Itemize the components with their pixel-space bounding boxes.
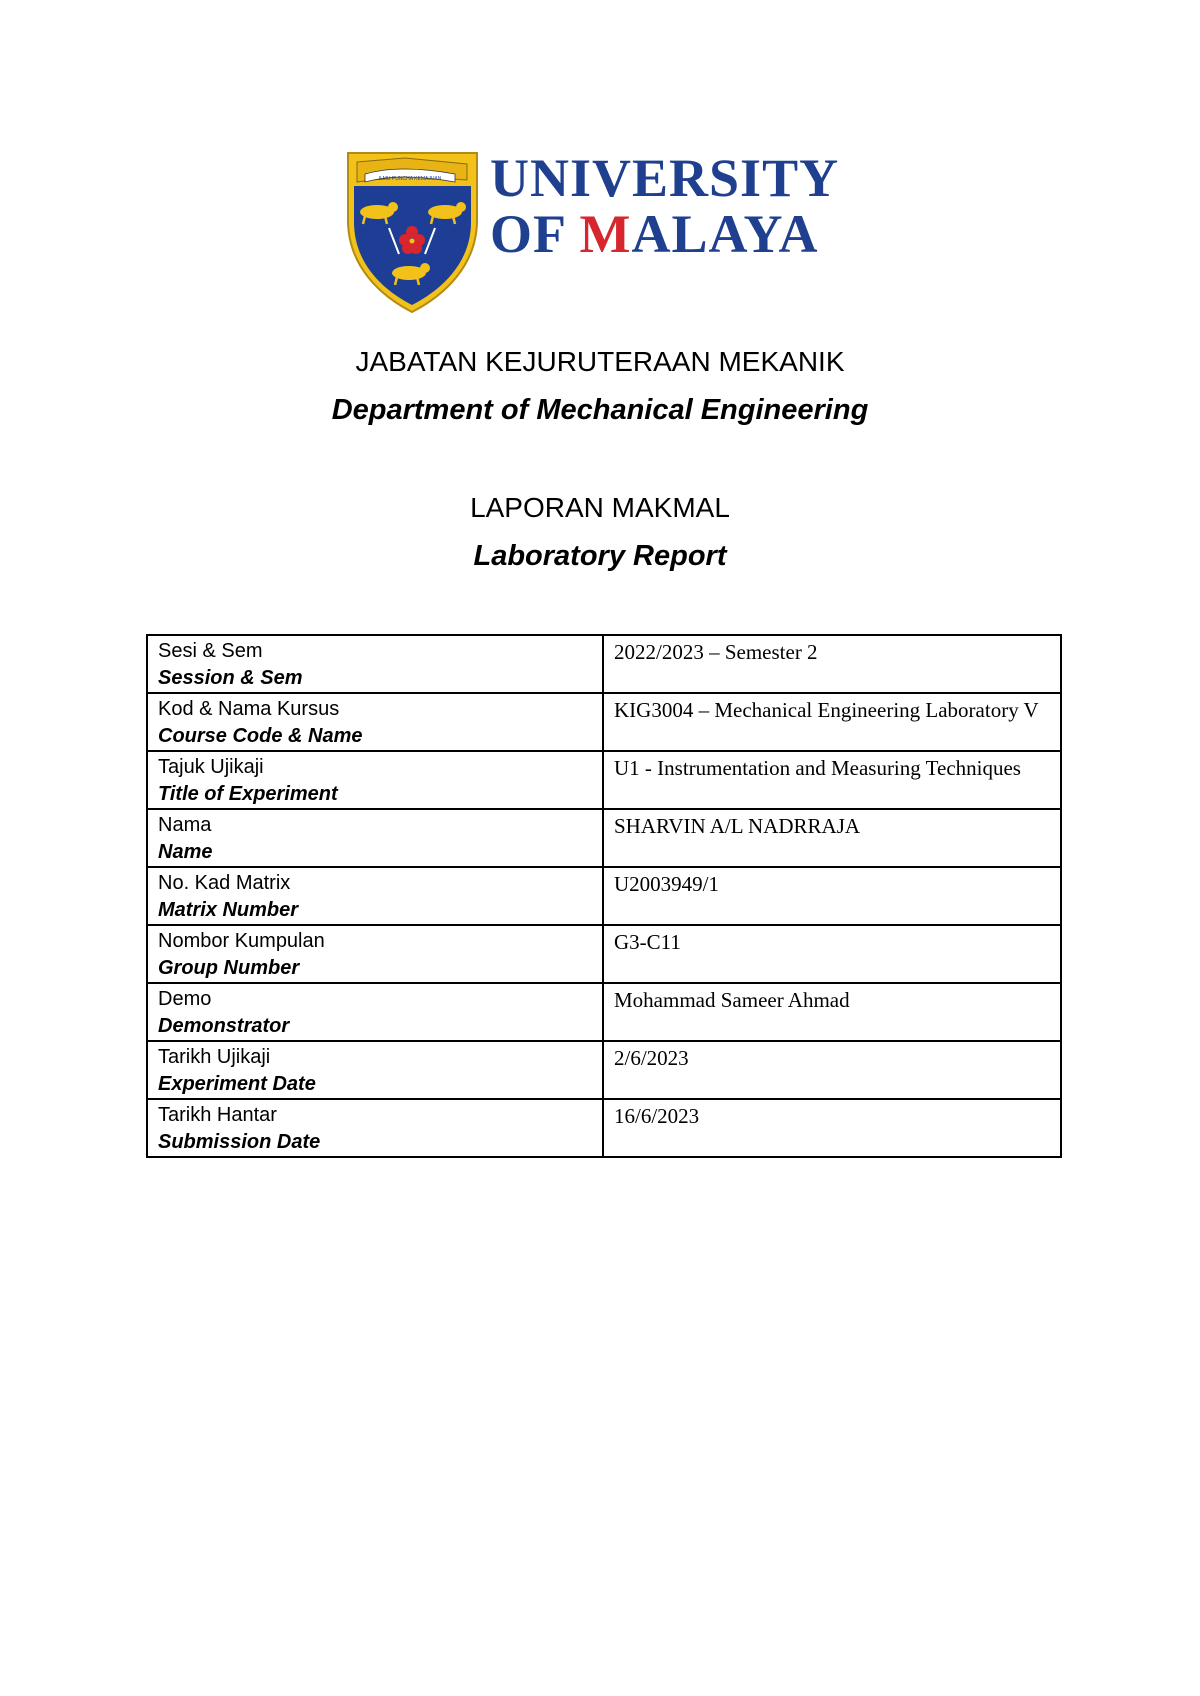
label-malay: Kod & Nama Kursus <box>158 698 340 720</box>
table-row <box>147 635 1061 693</box>
label-english: Submission Date <box>158 1131 321 1153</box>
label-malay: Nama <box>158 814 212 836</box>
row-value: SHARVIN A/L NADRRAJA <box>614 814 861 838</box>
row-value: U1 - Instrumentation and Measuring Techniques <box>614 756 1021 780</box>
table-row <box>147 867 1061 925</box>
label-malay: Nombor Kumpulan <box>158 930 325 952</box>
table-row <box>147 751 1061 809</box>
wordmark-line-2 <box>490 206 870 262</box>
value-cell <box>603 925 1061 983</box>
label-malay: Tajuk Ujikaji <box>158 756 264 778</box>
row-value: 16/6/2023 <box>614 1104 700 1128</box>
label-english: Title of Experiment <box>158 783 338 805</box>
value-cell <box>603 635 1061 693</box>
report-malay-title: LAPORAN MAKMAL <box>470 492 730 523</box>
university-wordmark <box>490 150 870 262</box>
value-cell <box>603 1099 1061 1157</box>
department-malay-title: JABATAN KEJURUTERAAN MEKANIK <box>355 346 845 377</box>
label-english: Course Code & Name <box>158 725 363 747</box>
label-cell <box>147 693 603 751</box>
wordmark-red-letter: M <box>579 204 632 264</box>
label-english: Name <box>158 841 213 863</box>
label-cell <box>147 867 603 925</box>
label-cell <box>147 983 603 1041</box>
row-value: G3-C11 <box>614 930 681 954</box>
value-cell <box>603 1041 1061 1099</box>
value-cell <box>603 809 1061 867</box>
wordmark-malaya-rest: ALAYA <box>631 204 819 264</box>
wordmark-line-1: UNIVERSITY <box>490 148 840 208</box>
value-cell <box>603 693 1061 751</box>
label-cell <box>147 751 603 809</box>
table-row <box>147 925 1061 983</box>
label-english: Experiment Date <box>158 1073 316 1095</box>
wordmark-of: OF <box>490 204 580 264</box>
row-value: KIG3004 – Mechanical Engineering Laboratory V <box>614 698 1039 722</box>
label-malay: Tarikh Ujikaji <box>158 1046 271 1068</box>
value-cell <box>603 983 1061 1041</box>
table-row <box>147 1099 1061 1157</box>
label-malay: No. Kad Matrix <box>158 872 291 894</box>
report-english-title: Laboratory Report <box>473 540 727 572</box>
label-english: Session & Sem <box>158 667 303 689</box>
label-malay: Sesi & Sem <box>158 640 263 662</box>
label-cell <box>147 635 603 693</box>
table-row <box>147 1041 1061 1099</box>
label-english: Demonstrator <box>158 1015 290 1037</box>
value-cell <box>603 867 1061 925</box>
label-cell <box>147 925 603 983</box>
label-cell <box>147 1099 603 1157</box>
table-row <box>147 693 1061 751</box>
label-malay: Tarikh Hantar <box>158 1104 277 1126</box>
label-cell <box>147 1041 603 1099</box>
row-value: U2003949/1 <box>614 872 719 896</box>
report-info-table <box>146 634 1062 1158</box>
label-cell <box>147 809 603 867</box>
row-value: Mohammad Sameer Ahmad <box>614 988 850 1012</box>
row-value: 2/6/2023 <box>614 1046 689 1070</box>
label-malay: Demo <box>158 988 212 1010</box>
label-english: Group Number <box>158 957 300 979</box>
label-english: Matrix Number <box>158 899 299 921</box>
value-cell <box>603 751 1061 809</box>
table-row <box>147 983 1061 1041</box>
crest-icon <box>345 150 480 315</box>
department-english-title: Department of Mechanical Engineering <box>331 394 869 426</box>
university-logo <box>345 150 865 320</box>
table-row <box>147 809 1061 867</box>
crest-banner-text: ILMU PUNCHA KEMAJUAN <box>378 176 442 182</box>
row-value: 2022/2023 – Semester 2 <box>614 640 818 664</box>
